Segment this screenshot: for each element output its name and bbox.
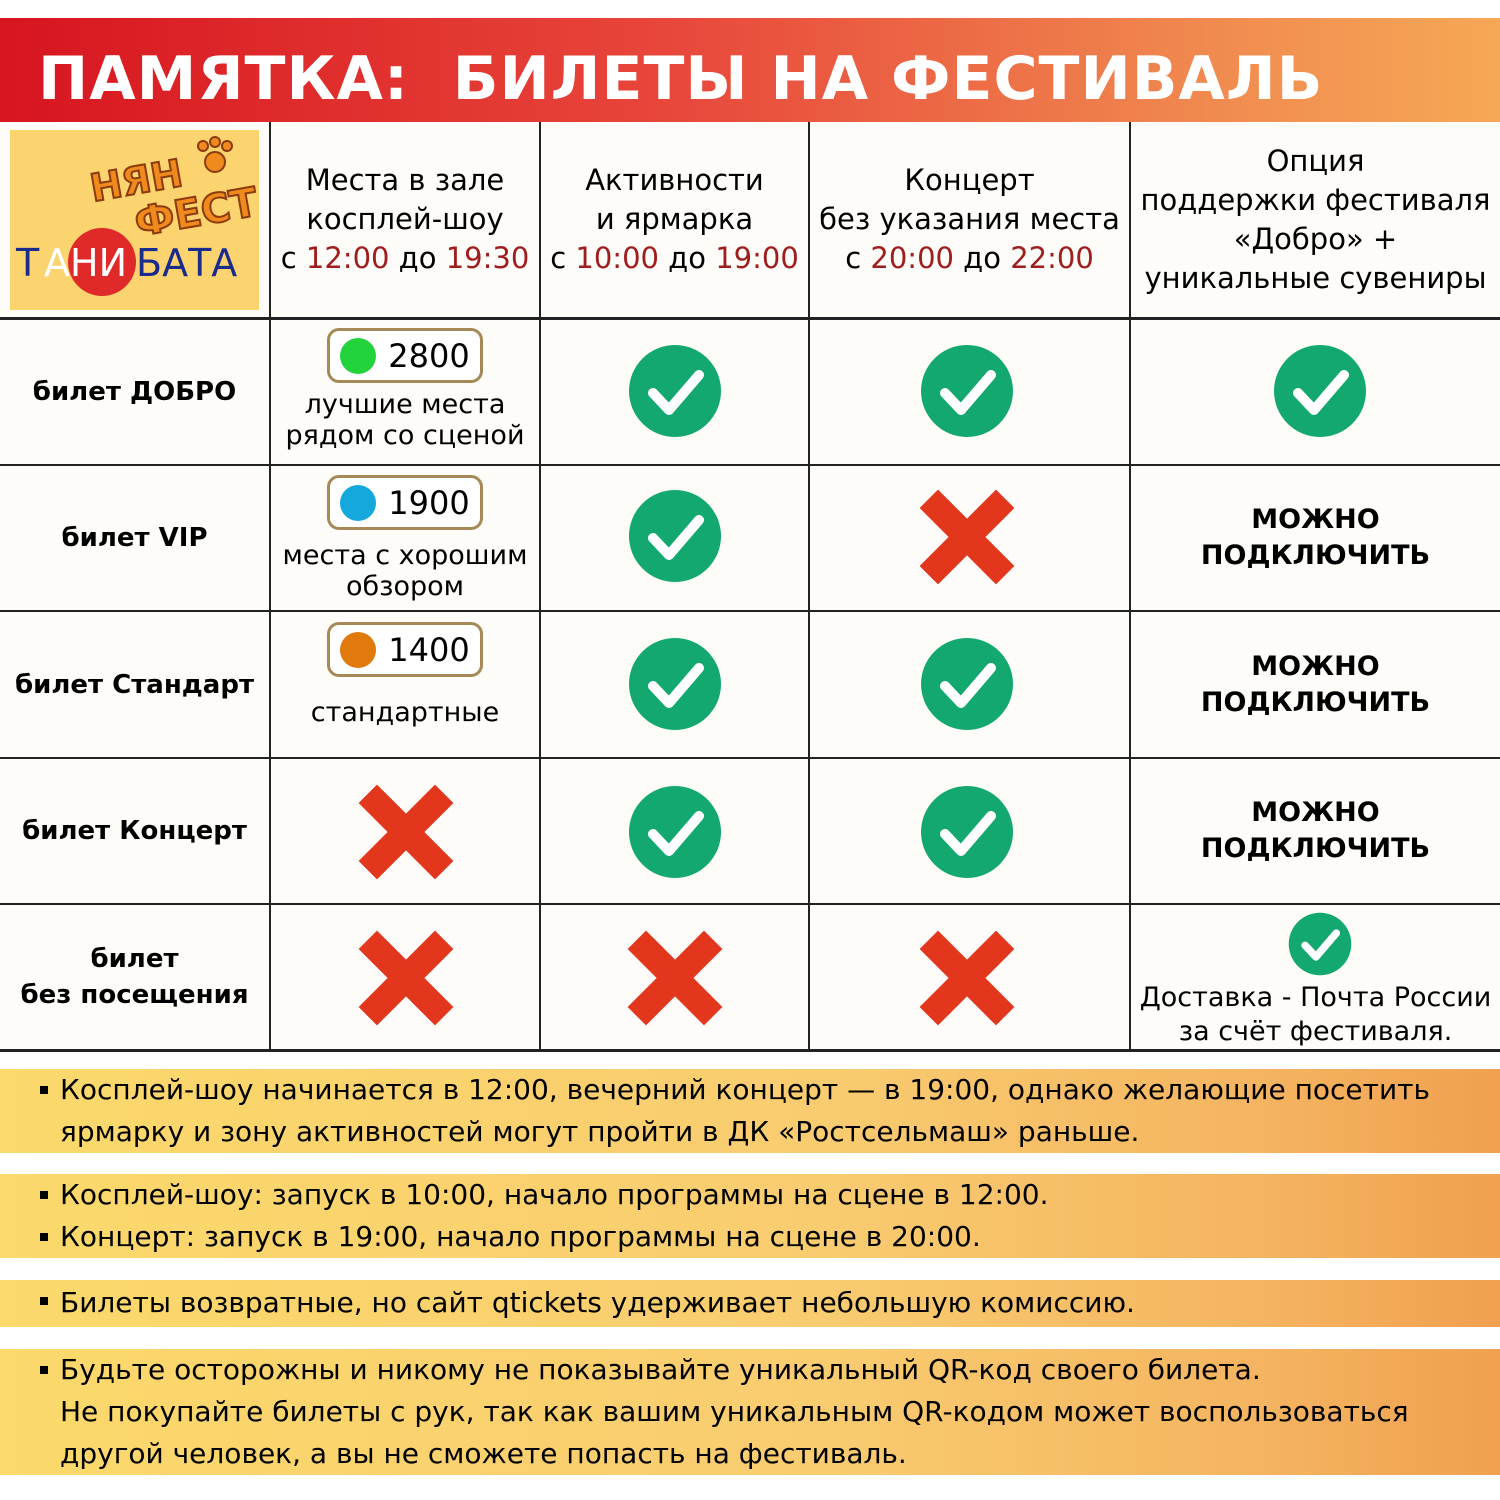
note-qr-warning: Будьте осторожны и никому не показывайте уникальный QR-код своего билета. Не покупайте билеты с рук, так как вашим уникальным QR-кодом может воспользоваться другой человек, а вы не сможете попасть на фестиваль. <box>0 1349 1500 1475</box>
cross-icon <box>377 803 435 861</box>
note-schedule: Косплей-шоу начинается в 12:00, вечерний концерт — в 19:00, однако желающие посетить ярмарку и зону активностей могут пройти в ДК «Ростсельмаш» раньше. <box>0 1069 1500 1153</box>
logo-bata: БАТА <box>136 241 238 285</box>
cross-icon <box>646 949 704 1007</box>
row-label-dobro: билет ДОБРО <box>32 377 237 407</box>
logo-tani-a: Т <box>16 241 40 285</box>
price-value: 1900 <box>388 483 470 522</box>
check-icon <box>629 638 721 730</box>
check-icon <box>629 345 721 437</box>
price-value: 2800 <box>388 336 470 375</box>
note-start-times: Косплей-шоу: запуск в 10:00, начало программы на сцене в 12:00. Концерт: запуск в 19:00, начало программы на сцене в 20:00. <box>0 1174 1500 1258</box>
check-icon <box>921 786 1013 878</box>
price-value: 1400 <box>388 630 470 669</box>
column-header-activities: Активности и ярмарка с 10:00 до 19:00 <box>550 163 799 275</box>
note-refund: Билеты возвратные, но сайт qtickets удерживает небольшую комиссию. <box>0 1280 1500 1327</box>
row-label-concert: билет Концерт <box>22 816 247 846</box>
option-available-concert: МОЖНО ПОДКЛЮЧИТЬ <box>1200 797 1431 864</box>
column-header-concert: Концерт без указания места с 20:00 до 22:00 <box>819 163 1120 275</box>
price-cell-vip: 1900 места с хорошим обзором <box>271 466 539 610</box>
cross-icon <box>938 949 996 1007</box>
check-icon <box>921 345 1013 437</box>
column-header-seats: Места в зале косплей-шоу с 12:00 до 19:30 <box>280 163 530 275</box>
page-title: ПАМЯТКА: БИЛЕТЫ НА ФЕСТИВАЛЬ <box>38 44 1324 114</box>
option-available-vip: МОЖНО ПОДКЛЮЧИТЬ <box>1200 504 1431 571</box>
cross-icon <box>377 949 435 1007</box>
row-label-standard: билет Стандарт <box>14 669 255 700</box>
price-cell-dobro: 2800 лучшие места рядом со сценой <box>271 320 539 464</box>
logo-top-text-2: ФЕСТ <box>131 179 259 247</box>
row-label-no-visit: билет без посещения <box>20 944 249 1010</box>
cross-icon <box>938 508 996 566</box>
option-available-standard: МОЖНО ПОДКЛЮЧИТЬ <box>1200 650 1431 718</box>
check-icon <box>921 638 1013 730</box>
check-icon-small <box>1289 913 1352 976</box>
column-header-support-option: Опция поддержки фестиваля «Добро» + уникальные сувениры <box>1140 143 1491 295</box>
check-icon <box>629 786 721 878</box>
delivery-note: Доставка - Почта России за счёт фестиваля. <box>1139 982 1492 1047</box>
logo-tani-b: АНИ <box>44 241 127 285</box>
check-icon <box>1274 345 1366 437</box>
row-label-vip: билет VIP <box>61 523 208 553</box>
check-icon <box>629 490 721 582</box>
logo-top-text: НЯН <box>86 150 186 211</box>
price-cell-standard: 1400 стандартные <box>271 612 539 757</box>
